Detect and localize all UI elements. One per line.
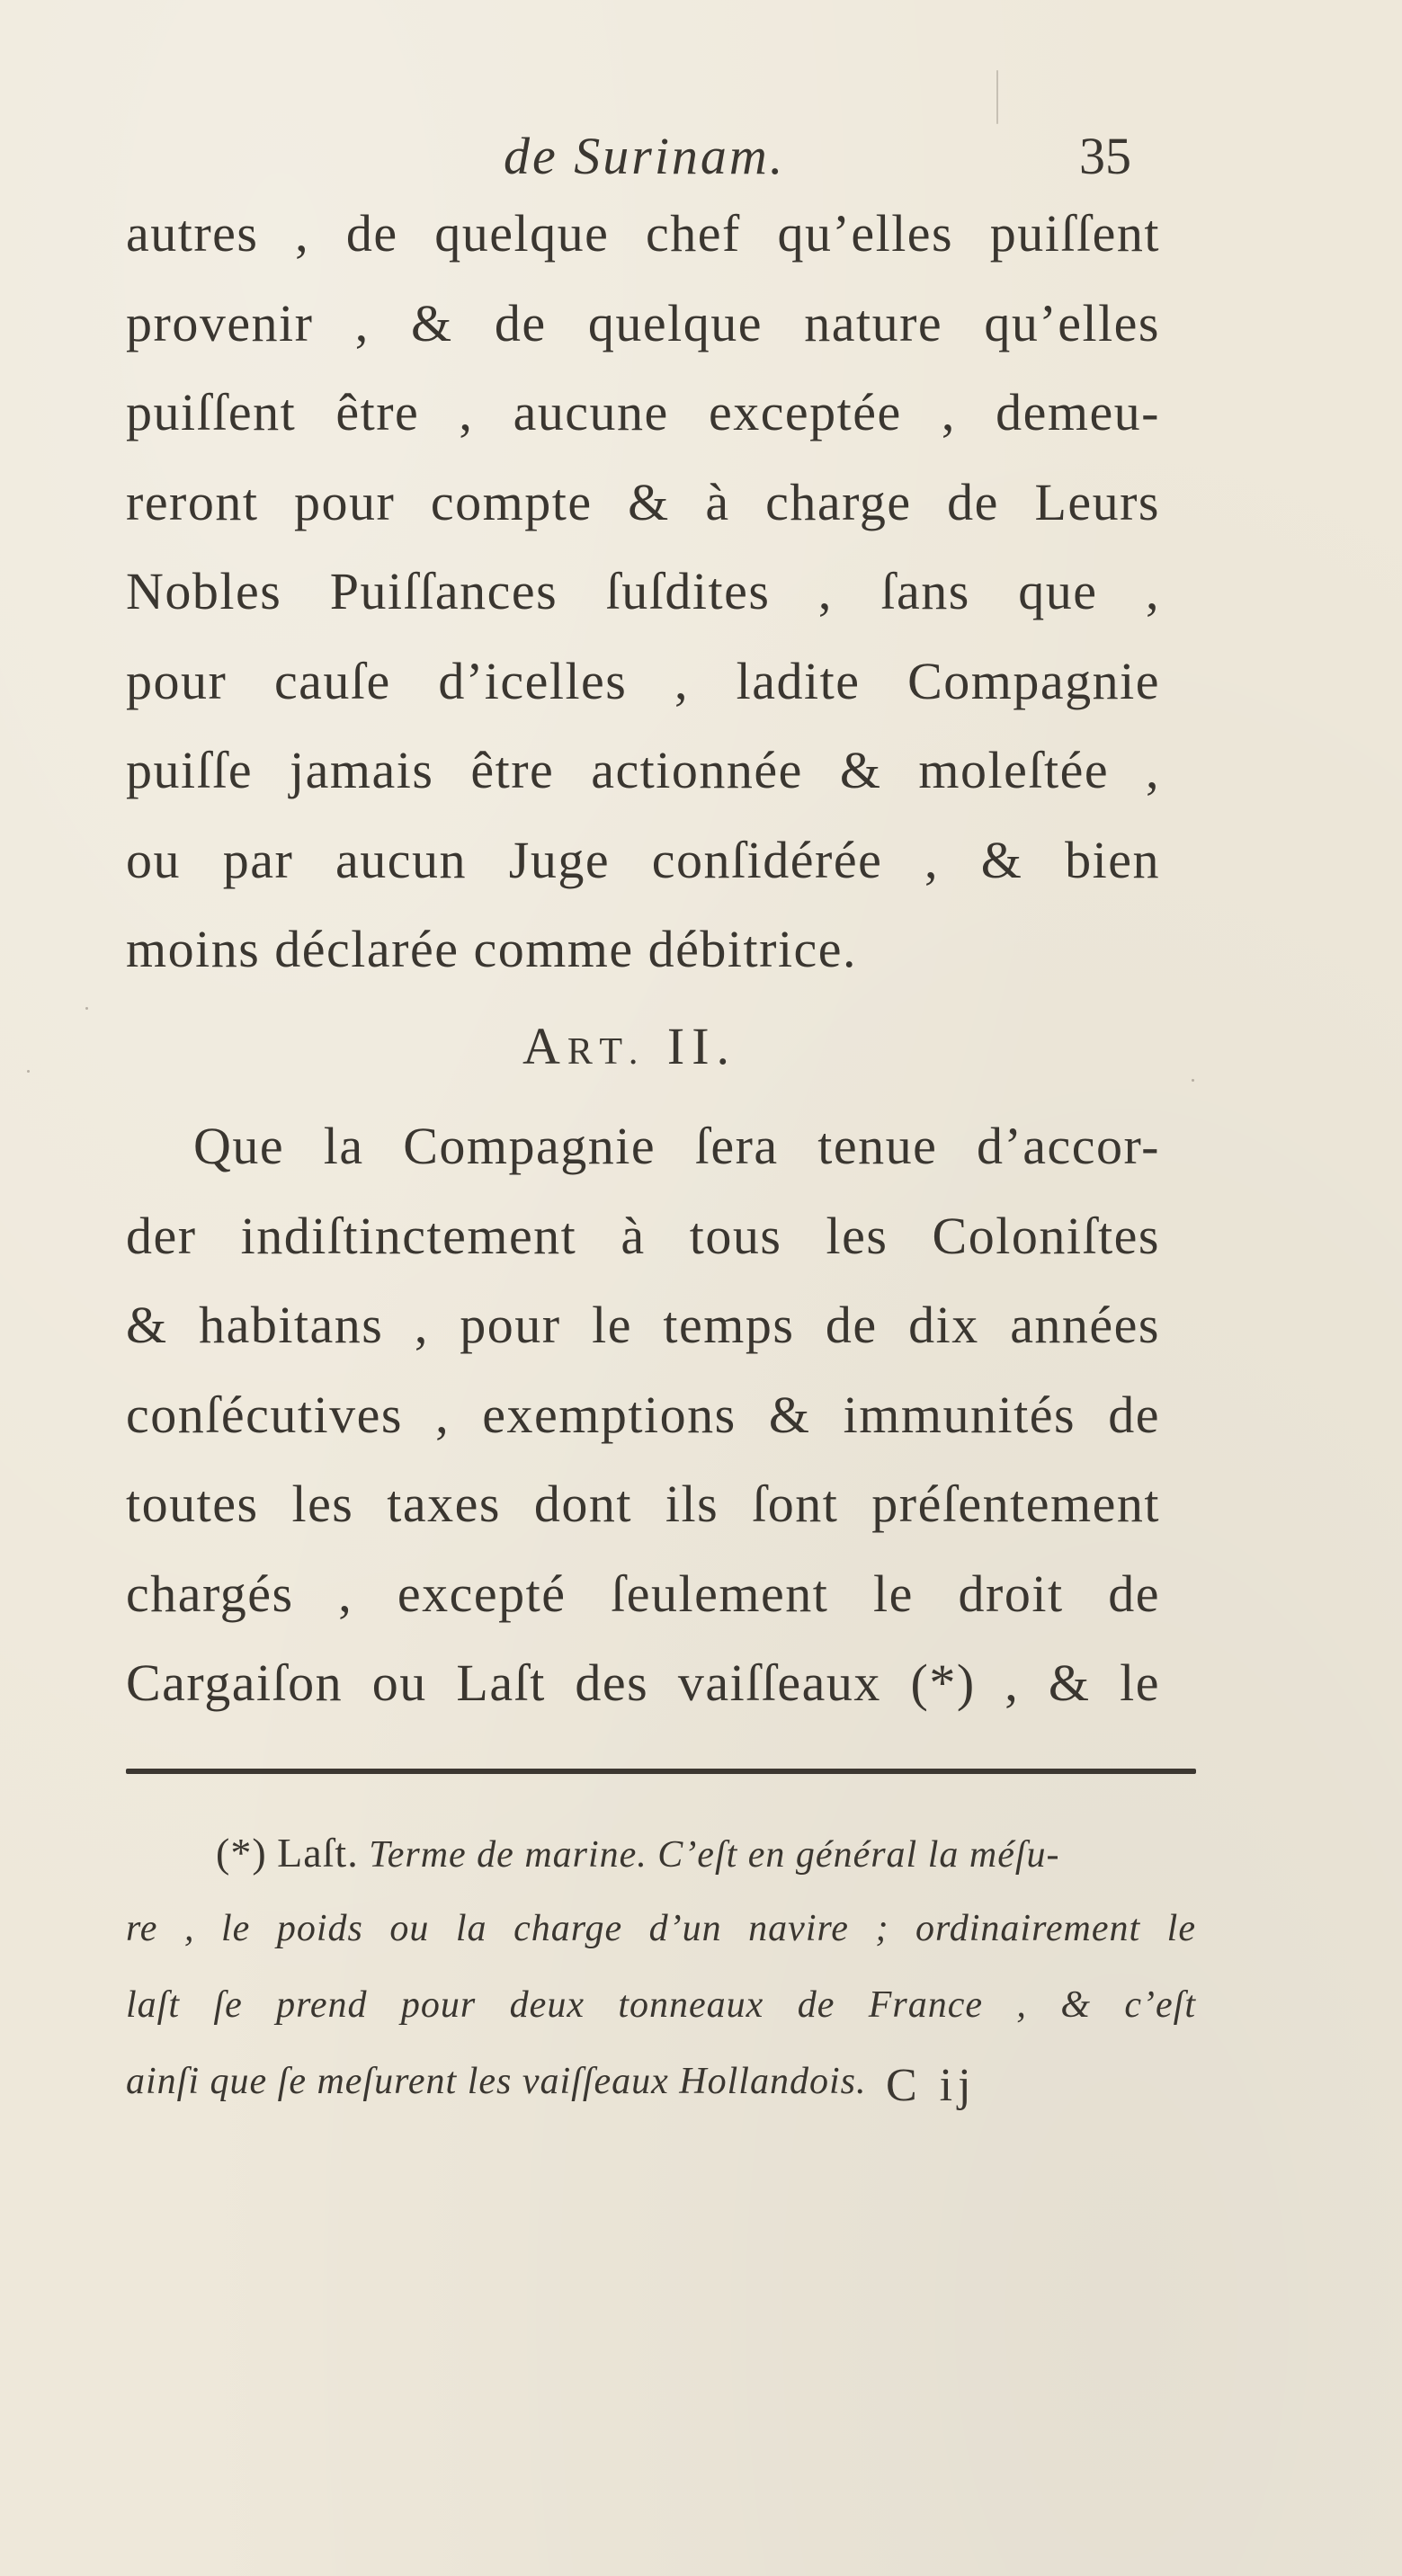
article-numeral: II. xyxy=(666,1017,737,1075)
footnote-line: re , le poids ou la charge d’un navire ; ordinairement le xyxy=(126,1908,1196,1949)
text-line: puiſſe jamais être actionnée & moleſtée , xyxy=(126,741,1160,799)
footnote-definition: Terme de marine. C’eſt en général la méſu- xyxy=(369,1834,1060,1876)
footnote-rule xyxy=(126,1769,1196,1774)
footnote-marker: (*) xyxy=(216,1830,267,1876)
running-head xyxy=(0,126,1402,198)
text-line: provenir , & de quelque nature qu’elles xyxy=(126,293,1160,352)
footnote-line: ainſi que ſe meſurent les vaiſſeaux Hollandois. xyxy=(126,2061,867,2102)
paper-speck xyxy=(27,1070,30,1073)
paper-speck xyxy=(85,1007,88,1010)
footnote-line: laſt ſe prend pour deux tonneaux de France , & c’eſt xyxy=(126,1984,1196,2026)
text-line: moins déclarée comme débitrice. xyxy=(126,920,858,978)
footnote-term: Laſt. xyxy=(277,1830,359,1876)
paper-speck xyxy=(996,70,998,124)
article-heading xyxy=(360,1016,899,1076)
text-line: Cargaiſon ou Laſt des vaiſſeaux (*) , & le xyxy=(126,1653,1160,1712)
page-number: 35 xyxy=(1079,127,1131,185)
text-line: conſécutives , exemptions & immunités de xyxy=(126,1385,1160,1444)
footnote-line xyxy=(126,1814,1196,1891)
text-line: pour cauſe d’icelles , ladite Compagnie xyxy=(126,651,1160,710)
text-line: Que la Compagnie ſera tenue d’accor- xyxy=(193,1117,1160,1175)
text-line: der indiſtinctement à tous les Coloniſtes xyxy=(126,1206,1160,1265)
running-title: de Surinam. xyxy=(504,127,786,185)
text-line: Nobles Puiſſances ſuſdites , ſans que , xyxy=(126,562,1160,620)
text-line: toutes les taxes dont ils ſont préſentement xyxy=(126,1475,1160,1533)
text-line: puiſſent être , aucune exceptée , demeu- xyxy=(126,383,1160,441)
paper-speck xyxy=(1192,1079,1194,1082)
text-line: ou par aucun Juge conſidérée , & bien xyxy=(126,830,1160,889)
footnote xyxy=(126,1814,1196,2120)
text-line: chargés , excepté ſeulement le droit de xyxy=(126,1564,1160,1623)
text-line: & habitans , pour le temps de dix années xyxy=(126,1296,1160,1354)
text-line: reront pour compte & à charge de Leurs xyxy=(126,472,1160,531)
article-small-caps: RT. xyxy=(567,1031,647,1073)
article-first-letter: A xyxy=(522,1017,567,1075)
text-line: autres , de quelque chef qu’elles puiſſent xyxy=(126,204,1160,263)
paragraph-2 xyxy=(126,1101,1160,1728)
catchword: C ij xyxy=(886,2060,977,2111)
paragraph-1 xyxy=(126,189,1160,994)
